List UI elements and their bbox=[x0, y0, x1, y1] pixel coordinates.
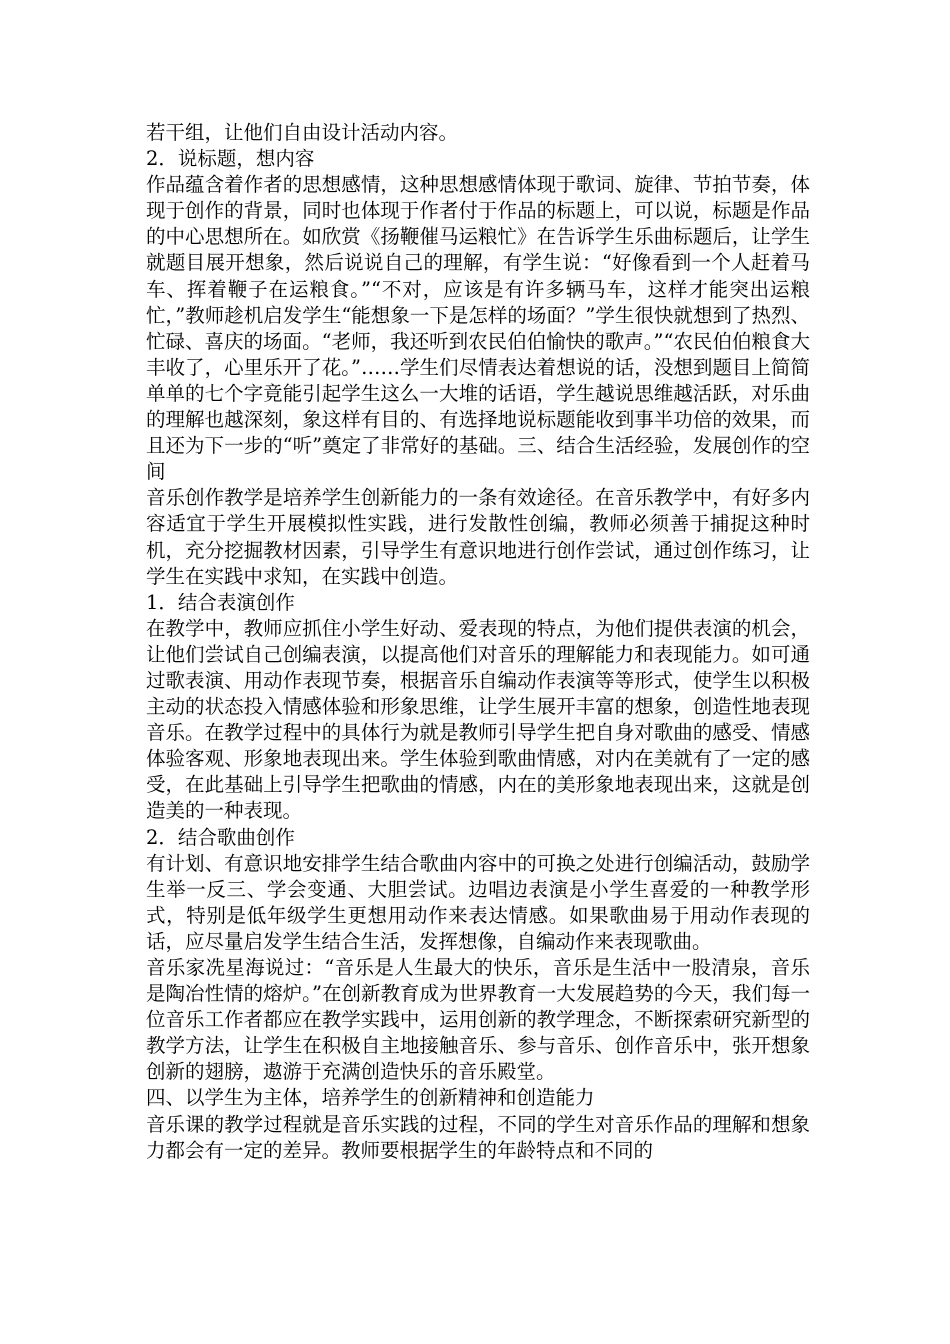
paragraph-creation-teaching: 音乐创作教学是培养学生创新能力的一条有效途径。在音乐教学中，有好多内容适宜于学生开展模拟性实践，进行发散性创编，教师必须善于捕捉这种时机，充分挖掘教材因素，引导学生有意识地进行创作尝试，通过创作练习，让学生在实践中求知，在实践中创造。 bbox=[146, 486, 810, 588]
section-heading-song-creation: 2．结合歌曲创作 bbox=[146, 825, 295, 849]
section-heading-say-title: 2．说标题，想内容 bbox=[146, 147, 315, 171]
paragraph-performance: 在教学中，教师应抓住小学生好动、爱表现的特点，为他们提供表演的机会，让他们尝试自己创编表演，以提高他们对音乐的理解能力和表现能力。如可通过歌表演、用动作表现节奏，根据音乐自编动作表演等等形式，使学生以积极主动的状态投入情感体验和形象思维，让学生展开丰富的想象，创造性地表现音乐。在教学过程中的具体行为就是教师引导学生把自身对歌曲的感受、情感体验客观、形象地表现出来。学生体验到歌曲情感，对内在美就有了一定的感受，在此基础上引导学生把歌曲的情感，内在的美形象地表现出来，这就是创造美的一种表现。 bbox=[146, 616, 810, 823]
paragraph-song-creation: 有计划、有意识地安排学生结合歌曲内容中的可换之处进行创编活动，鼓励学生举一反三、学会变通、大胆尝试。边唱边表演是小学生喜爱的一种教学形式，特别是低年级学生更想用动作来表达情感。如果歌曲易于用动作表现的话，应尽量启发学生结合生活，发挥想像，自编动作来表现歌曲。 bbox=[146, 851, 810, 953]
section-heading-student-centered: 四、以学生为主体，培养学生的创新精神和创造能力 bbox=[146, 1086, 595, 1110]
paragraph-xian-xinghai-quote: 音乐家冼星海说过：“音乐是人生最大的快乐，音乐是生活中一股清泉，音乐是陶冶性情的熔炉。”在创新教育成为世界教育一大发展趋势的今天，我们每一位音乐工作者都应在教学实践中，运用创新的教学理念，不断探索研究新型的教学方法，让学生在积极自主地接触音乐、参与音乐、创作音乐中，张开想象创新的翅膀，遨游于充满创造快乐的音乐殿堂。 bbox=[146, 956, 810, 1084]
paragraph-intro-continued: 若干组，让他们自由设计活动内容。 bbox=[146, 121, 459, 144]
section-heading-performance: 1．结合表演创作 bbox=[146, 590, 295, 614]
paragraph-title-meaning: 作品蕴含着作者的思想感情，这种思想感情体现于歌词、旋律、节拍节奏，体现于创作的背景，同时也体现于作者付于作品的标题上，可以说，标题是作品的中心思想所在。如欣赏《扬鞭催马运粮忙》在告诉学生乐曲标题后，让学生就题目展开想象，然后说说自己的理解，有学生说：“好像看到一个人赶着马车、挥着鞭子在运粮食。”“不对，应该是有许多辆马车，这样才能突出运粮忙，”教师趁机启发学生“能想象一下是怎样的场面？”学生很快就想到了热烈、忙碌、喜庆的场面。“老师，我还听到农民伯伯愉快的歌声。”“农民伯伯粮食大丰收了，心里乐开了花。”……学生们尽情表达着想说的话，没想到题目上简简单单的七个字竟能引起学生这么一大堆的话语，学生越说思维越活跃，对乐曲的理解也越深刻，象这样有目的、有选择地说标题能收到事半功倍的效果，而且还为下一步的“听”奠定了非常好的基础。三、结合生活经验，发展创作的空间 bbox=[146, 173, 810, 484]
document-body bbox=[146, 120, 810, 1164]
paragraph-music-practice: 音乐课的教学过程就是音乐实践的过程，不同的学生对音乐作品的理解和想象力都会有一定的差异。教师要根据学生的年龄特点和不同的 bbox=[146, 1112, 810, 1162]
